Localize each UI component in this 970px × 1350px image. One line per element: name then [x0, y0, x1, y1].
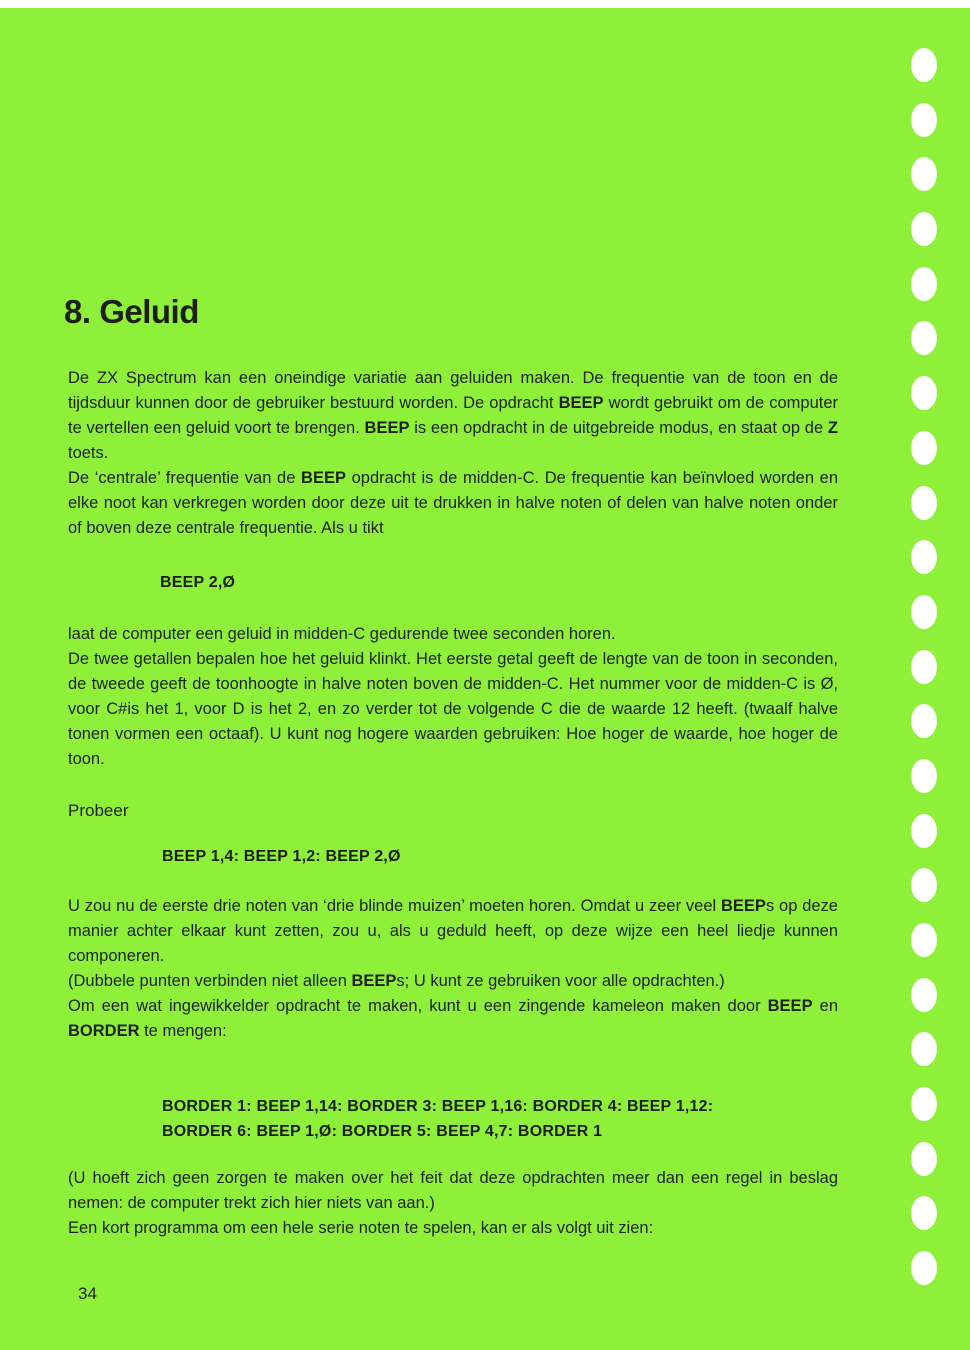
binding-hole	[911, 486, 937, 520]
chapter-title: 8. Geluid	[64, 293, 199, 330]
binding-holes	[911, 48, 947, 1306]
binding-hole	[911, 814, 937, 848]
binding-hole	[911, 1251, 937, 1285]
binding-hole	[911, 1196, 937, 1230]
binding-hole	[911, 431, 937, 465]
binding-hole	[911, 868, 937, 902]
binding-hole	[911, 923, 937, 957]
binding-hole	[911, 157, 937, 191]
paragraph-numbers: De twee getallen bepalen hoe het geluid klinkt. Het eerste getal geeft de lengte van de toon in seconden, de tweede geeft de toonhoogte in halve noten boven de midden-C. Het nummer voor de midden-C is Ø, voor C#is het 1, voor D is het 2, en zo verder tot de volgende C die de waarde 12 heeft. (twaalf halve tonen vormen een octaaf). U kunt nog hogere waarden gebruiken: Hoe hoger de waarde, hoe hoger de toon.	[68, 650, 838, 768]
binding-hole	[911, 595, 937, 629]
binding-hole	[911, 48, 937, 82]
melody-paragraphs	[68, 894, 838, 1044]
binding-hole	[911, 1087, 937, 1121]
closing-paragraphs	[68, 1166, 838, 1241]
paragraph-intro: De ZX Spectrum kan een oneindige variatie aan geluiden maken. De frequentie van de toon en de tijdsduur kunnen door de gebruiker bestuurd worden. De opdracht BEEP wordt gebruikt om de computer te vertellen een geluid voort te brengen. BEEP is een opdracht in de uitgebreide modus, en staat op de Z toets.	[68, 369, 838, 462]
binding-hole	[911, 759, 937, 793]
paragraph-midden-c: laat de computer een geluid in midden-C gedurende twee seconden horen.	[68, 625, 616, 643]
binding-hole	[911, 103, 937, 137]
code-beep-example: BEEP 2,Ø	[160, 574, 236, 591]
code-border-beep	[162, 1094, 713, 1144]
intro-paragraphs	[68, 366, 838, 541]
explanation-paragraphs	[68, 622, 838, 772]
probeer-label: Probeer	[68, 801, 129, 820]
paragraph-central-frequency: De ‘centrale’ frequentie van de BEEP opdracht is de midden-C. De frequentie kan beïnvloed worden en elke noot kan verkregen worden door deze uit te drukken in halve noten of delen van halve noten onder of boven deze centrale frequentie. Als u tikt	[68, 469, 839, 537]
document-page	[0, 8, 970, 1350]
binding-hole	[911, 540, 937, 574]
binding-hole	[911, 704, 937, 738]
binding-hole	[911, 978, 937, 1012]
binding-hole	[911, 212, 937, 246]
binding-hole	[911, 650, 937, 684]
binding-hole	[911, 376, 937, 410]
paragraph-no-worries: (U hoeft zich geen zorgen te maken over het feit dat deze opdrachten meer dan een regel in beslag nemen: de computer trekt zich hier niets van aan.)	[68, 1169, 838, 1212]
binding-hole	[911, 1142, 937, 1176]
binding-hole	[911, 321, 937, 355]
paragraph-short-program: Een kort programma om een hele serie noten te spelen, kan er als volgt uit zien:	[68, 1219, 654, 1237]
code-line: BORDER 6: BEEP 1,Ø: BORDER 5: BEEP 4,7: BORDER 1	[162, 1123, 603, 1140]
binding-hole	[911, 1032, 937, 1066]
paragraph-blind-mice: U zou nu de eerste drie noten van ‘drie blinde muizen’ moeten horen. Omdat u zeer veel BEEPs op deze manier achter elkaar kunt zetten, zou u, als u geduld heeft, op deze wijze een heel liedje kunnen componeren.	[68, 897, 838, 965]
code-line: BORDER 1: BEEP 1,14: BORDER 3: BEEP 1,16: BORDER 4: BEEP 1,12:	[162, 1098, 714, 1115]
paragraph-colons: (Dubbele punten verbinden niet alleen BEEPs; U kunt ze gebruiken voor alle opdrachten.)	[68, 972, 725, 990]
page-number: 34	[78, 1284, 97, 1303]
binding-hole	[911, 267, 937, 301]
paragraph-chameleon: Om een wat ingewikkelder opdracht te maken, kunt u een zingende kameleon maken door BEEP en BORDER te mengen:	[68, 997, 838, 1040]
code-three-beeps: BEEP 1,4: BEEP 1,2: BEEP 2,Ø	[162, 848, 401, 865]
